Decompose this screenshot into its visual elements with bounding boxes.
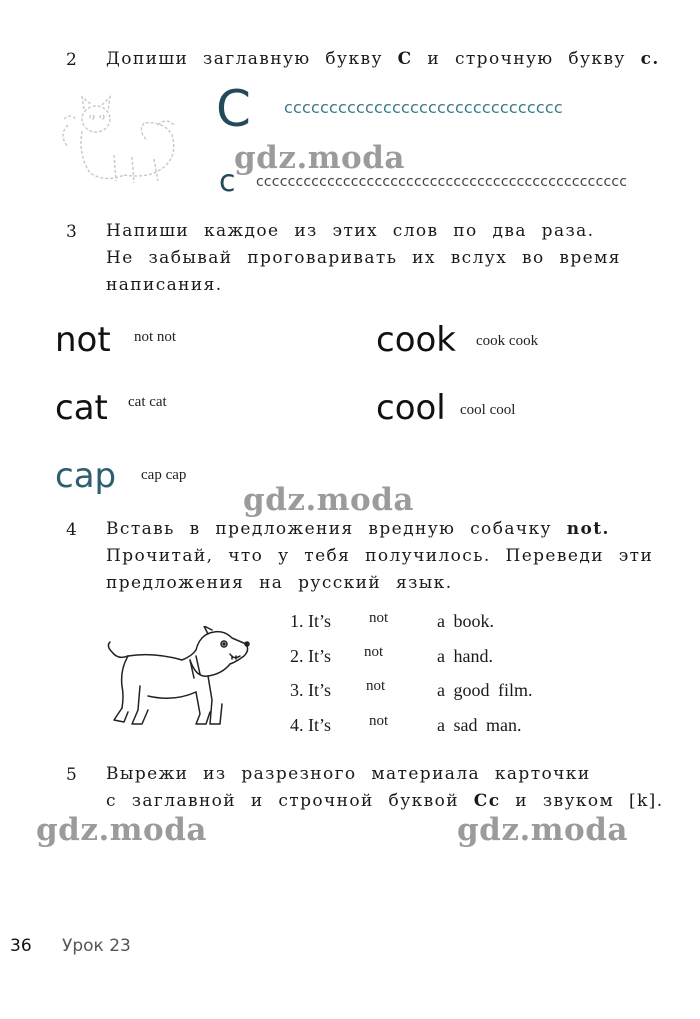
answer-cook: cook cook xyxy=(476,333,539,349)
word-cap: cap xyxy=(55,456,117,496)
answer-cap: cap cap xyxy=(141,467,187,483)
task4-text: Вставь в предложения вредную собачку xyxy=(106,519,552,539)
watermark: gdz.moda xyxy=(234,140,405,176)
task4-line-3: предложения на русский язык. xyxy=(106,573,453,593)
answer-sentence-4: not xyxy=(369,713,389,729)
task5-text-after: и звуком [k]. xyxy=(515,791,664,811)
task5-line-2 xyxy=(106,788,664,815)
task4-line-2: Прочитай, что у тебя получилось. Переведи эти xyxy=(106,546,654,566)
lower-trace-row: ccccccccccccccccccccccccccccccccccccccccccccccc xyxy=(256,174,628,190)
cat-illustration xyxy=(54,95,189,187)
sentence-number: 1. xyxy=(290,611,304,631)
task4-bold-word: not. xyxy=(566,519,610,539)
sentence-number: 2. xyxy=(290,646,304,666)
watermark: gdz.moda xyxy=(243,482,414,518)
task3-number: 3 xyxy=(66,222,77,242)
task2-text-middle: и строчную букву xyxy=(427,49,626,69)
answer-cat: cat cat xyxy=(128,394,167,410)
answer-sentence-1: not xyxy=(369,610,389,626)
answer-not: not not xyxy=(134,329,177,345)
sentence-start: It’s xyxy=(308,611,332,631)
lesson-label: Урок 23 xyxy=(62,936,131,956)
big-letter-c: C xyxy=(216,80,251,138)
task3-line-3: написания. xyxy=(106,275,223,295)
word-not: not xyxy=(55,320,111,360)
task5-bold-letters: Cc xyxy=(473,791,501,811)
sentence-3-end: a good film. xyxy=(437,680,533,700)
sentence-3 xyxy=(290,680,331,701)
sentence-start: It’s xyxy=(308,680,332,700)
watermark: gdz.moda xyxy=(457,812,628,848)
sentence-4-end: a sad man. xyxy=(437,715,522,735)
sentence-number: 3. xyxy=(290,680,304,700)
watermark: gdz.moda xyxy=(36,812,207,848)
task3-line-2: Не забывай проговаривать их вслух во время xyxy=(106,248,621,268)
sentence-start: It’s xyxy=(308,715,332,735)
small-letter-c: c xyxy=(219,164,236,199)
word-cool: cool xyxy=(376,388,446,428)
sentence-start: It’s xyxy=(308,646,332,666)
sentence-number: 4. xyxy=(290,715,304,735)
task2-lower-letter: с. xyxy=(640,49,660,69)
sentence-1-end: a book. xyxy=(437,611,494,631)
task3-line-1: Напиши каждое из этих слов по два раза. xyxy=(106,221,595,241)
task4-line-1 xyxy=(106,516,610,543)
sentence-2 xyxy=(290,646,331,667)
task2-upper-letter: С xyxy=(397,49,413,69)
task4-number: 4 xyxy=(66,520,77,540)
task5-line-1: Вырежи из разрезного материала карточки xyxy=(106,764,591,784)
task2-text: Допиши заглавную букву xyxy=(106,49,383,69)
answer-sentence-3: not xyxy=(366,678,386,694)
task2-instruction xyxy=(106,46,660,73)
answer-sentence-2: not xyxy=(364,644,384,660)
task5-text: с заглавной и строчной буквой xyxy=(106,791,459,811)
sentence-2-end: a hand. xyxy=(437,646,493,666)
sentence-4 xyxy=(290,715,331,736)
word-cook: cook xyxy=(376,320,456,360)
word-cat: cat xyxy=(55,388,108,428)
page-number: 36 xyxy=(10,936,32,956)
upper-trace-row: ccccccccccccccccccccccccccccccc xyxy=(284,98,563,117)
answer-cool: cool cool xyxy=(460,402,516,418)
task5-number: 5 xyxy=(66,765,77,785)
sentence-1 xyxy=(290,611,331,632)
task2-number: 2 xyxy=(66,50,77,70)
dog-illustration xyxy=(104,626,254,732)
